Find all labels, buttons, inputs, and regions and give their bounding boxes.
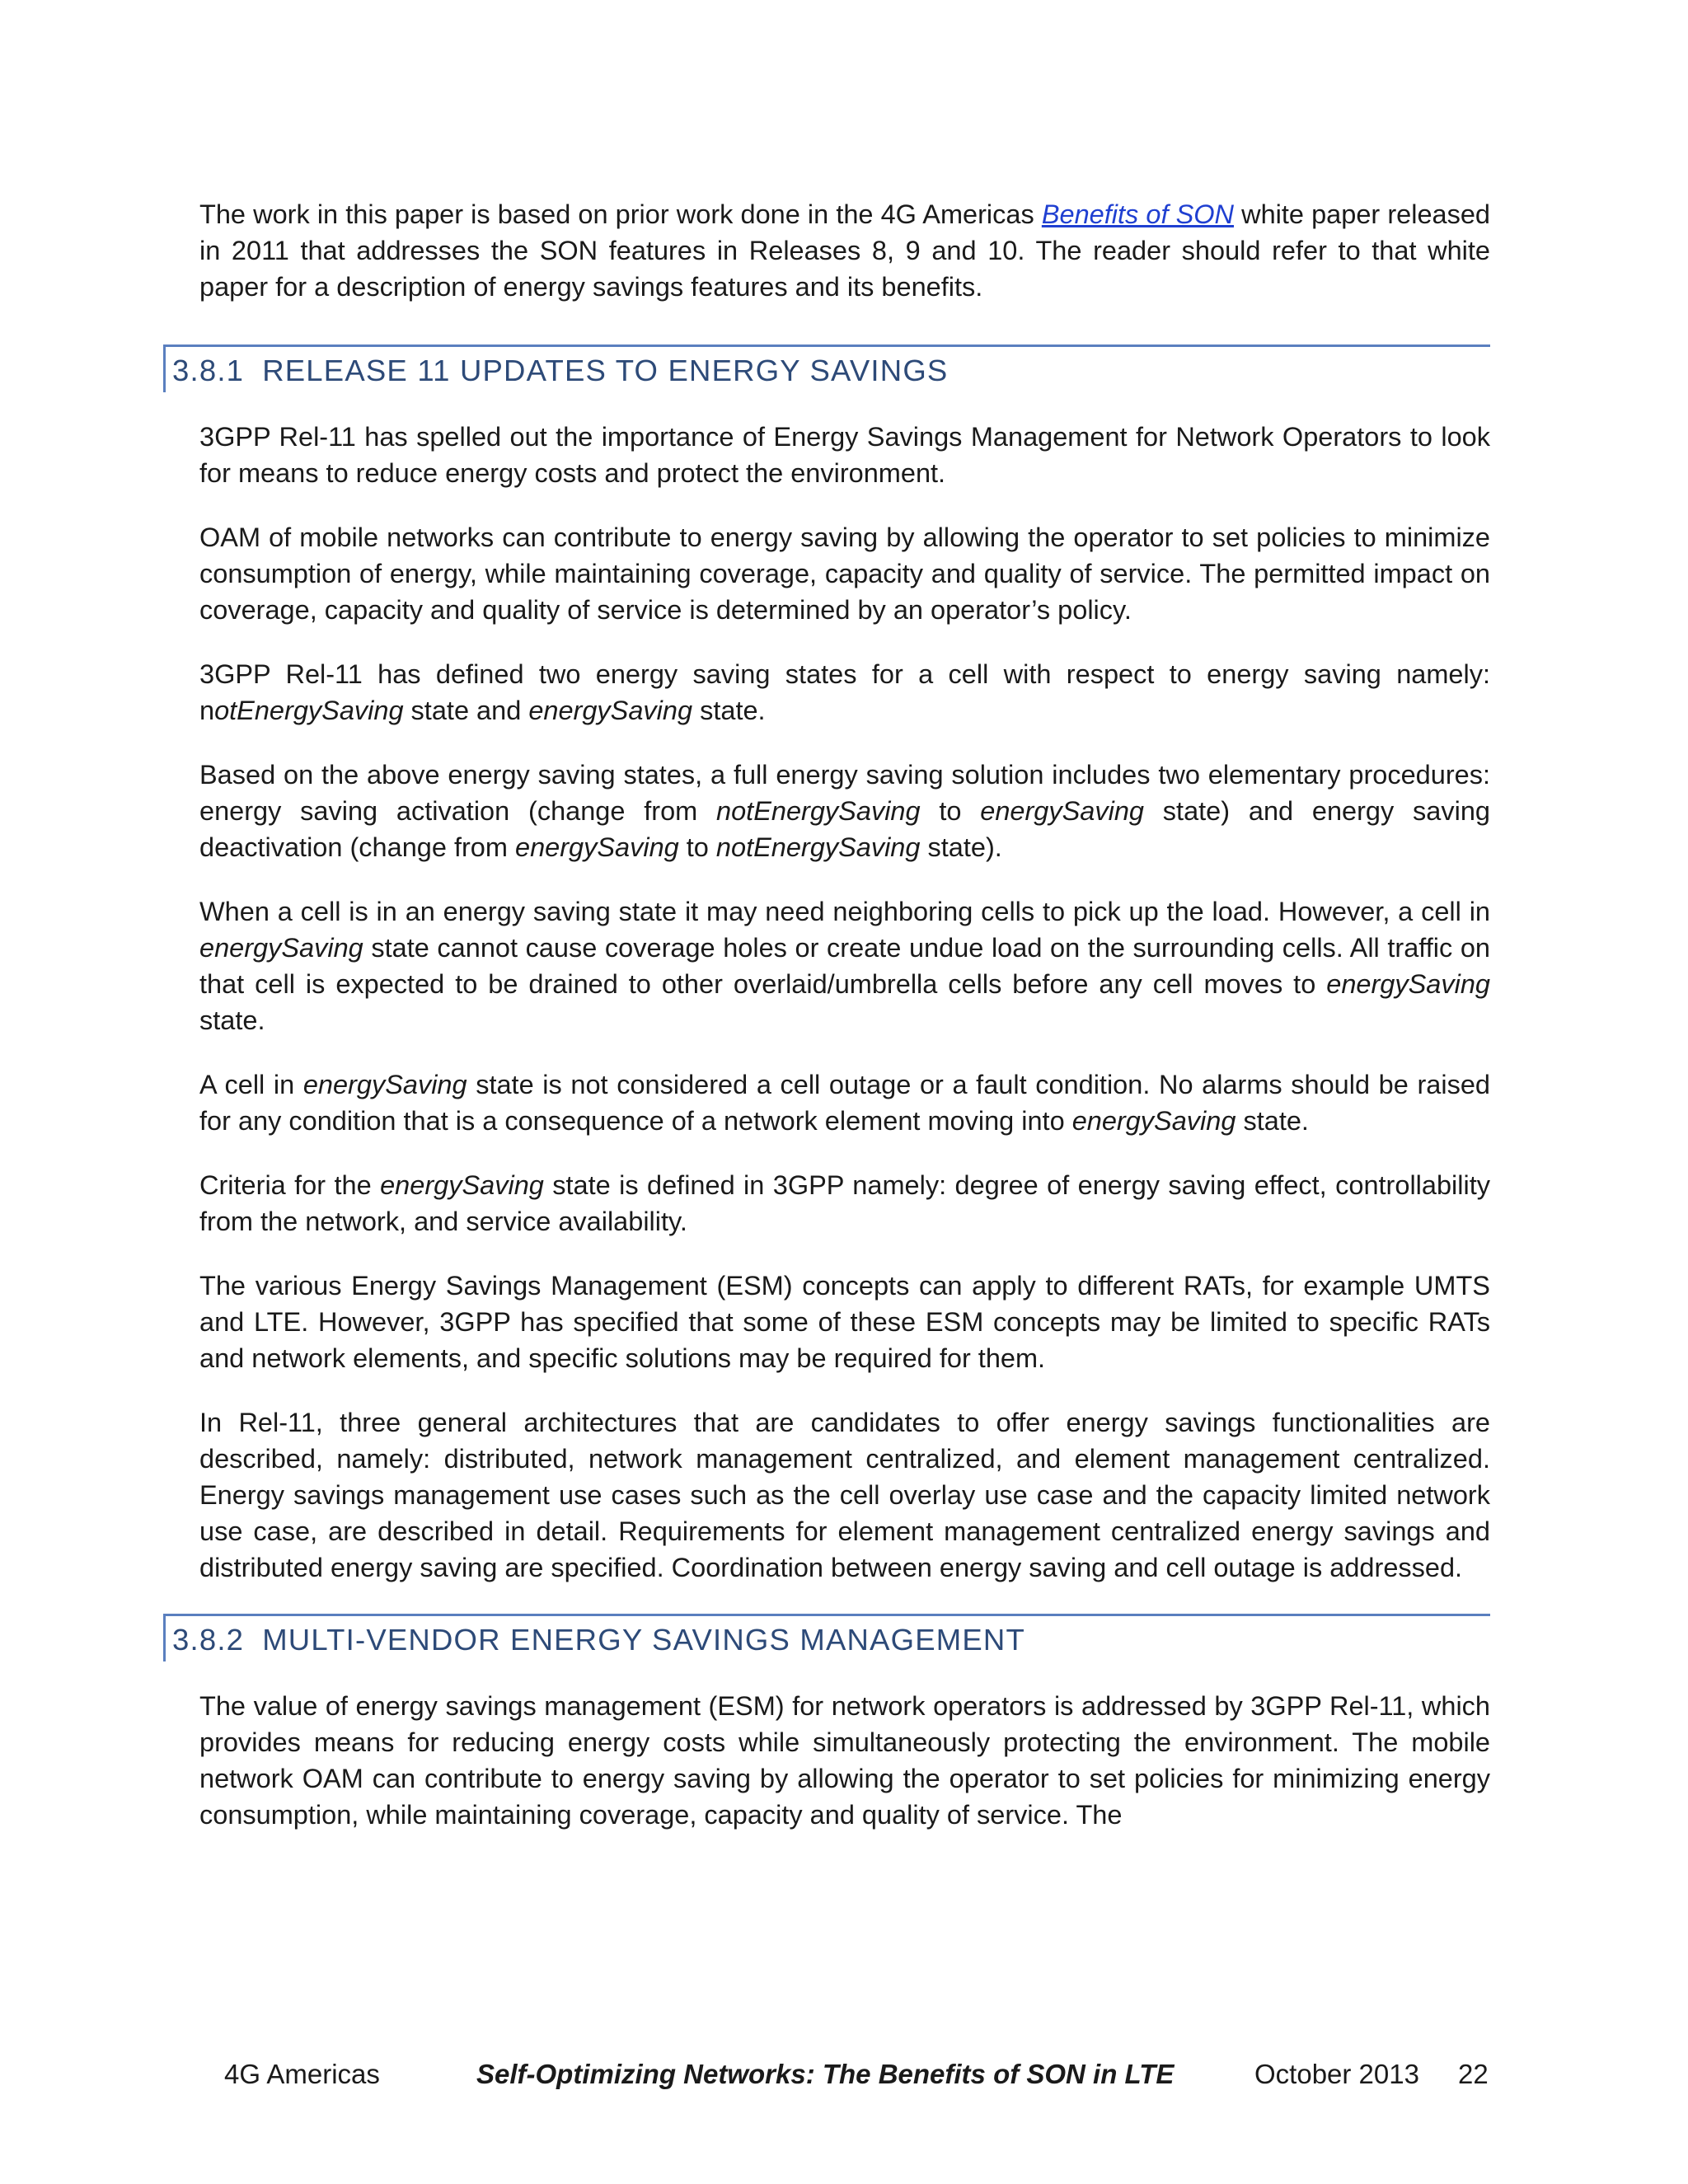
intro-text-end: white paper released in 2011 that addresses the SON features in Releases 8, 9 and 10. The reader should refer to that white paper for a description of energy savings features and its benefits. [199,199,1491,302]
paragraph: When a cell is in an energy saving state it may need neighboring cells to pick up the load. However, a cell in energySaving state cannot cause coverage holes or create undue load on the surrounding cells. All traffic on that cell is expected to be drained to other overlaid/umbrella cells before any cell moves to energySaving state. [199,897,1490,1035]
section-heading-text [172,354,948,388]
footer-organization: 4G Americas [224,2059,380,2089]
paragraph: The various Energy Savings Management (ESM) concepts can apply to different RATs, for example UMTS and LTE. However, 3GPP has specified that some of these ESM concepts may be limited to specific RATs and network elements, and specific solutions may be required for them. [199,1271,1490,1373]
paragraph: OAM of mobile networks can contribute to energy saving by allowing the operator to set policies to minimize consumption of energy, while maintaining coverage, capacity and quality of service. The permitted impact on coverage, capacity and quality of service is determined by an operator’s policy. [199,523,1490,625]
paragraph: 3GPP Rel-11 has spelled out the importance of Energy Savings Management for Network Operators to look for means to reduce energy costs and protect the environment. [199,422,1490,488]
footer-document-title: Self-Optimizing Networks: The Benefits of SON in LTE [476,2059,1175,2089]
page-content [172,196,1491,1861]
section-title: RELEASE 11 UPDATES TO ENERGY SAVINGS [262,354,949,387]
section-title: MULTI-VENDOR ENERGY SAVINGS MANAGEMENT [262,1623,1025,1657]
paragraph: The value of energy savings management (ESM) for network operators is addressed by 3GPP Rel-11, which provides means for reducing energy costs while simultaneously protecting the environment. The mobile network OAM can contribute to energy saving by allowing the operator to set policies for minimizing energy consumption, while maintaining coverage, capacity and quality of service. The [199,1691,1490,1830]
intro-text-start: The work in this paper is based on prior work done in the 4G Americas [199,199,1042,229]
intro-paragraph [199,196,1490,305]
paragraph: A cell in energySaving state is not considered a cell outage or a fault condition. No alarms should be raised for any condition that is a consequence of a network element moving into energySaving state. [199,1070,1490,1136]
page-footer [0,2059,1688,2097]
section-heading-3-8-1 [163,344,1490,392]
section-number: 3.8.1 [172,354,245,387]
footer-date: October 2013 [1254,2059,1419,2089]
paragraph: Based on the above energy saving states, a full energy saving solution includes two elementary procedures: energy saving activation (change from notEnergySaving to energySaving state) and energy saving deactivation (change from energySaving to notEnergySaving state). [199,760,1490,862]
benefits-of-son-link[interactable]: Benefits of SON [1041,199,1235,229]
paragraph: In Rel-11, three general architectures that are candidates to offer energy savings functionalities are described, namely: distributed, network management centralized, and element management centralized. Energy savings management use cases such as the cell overlay use case and the capacity limited network use case, are described in detail. Requirements for element management centralized energy savings and distributed energy saving are specified. Coordination between energy saving and cell outage is addressed. [199,1408,1490,1582]
paragraph: Criteria for the energySaving state is defined in 3GPP namely: degree of energy saving effect, controllability from the network, and service availability. [199,1170,1490,1236]
section-heading-3-8-2 [163,1614,1490,1661]
section-heading-text [172,1623,1025,1657]
paragraph: 3GPP Rel-11 has defined two energy saving states for a cell with respect to energy saving namely: notEnergySaving state and energySaving state. [199,659,1490,725]
footer-page-number: 22 [1458,2059,1489,2089]
section-number: 3.8.2 [172,1623,245,1657]
